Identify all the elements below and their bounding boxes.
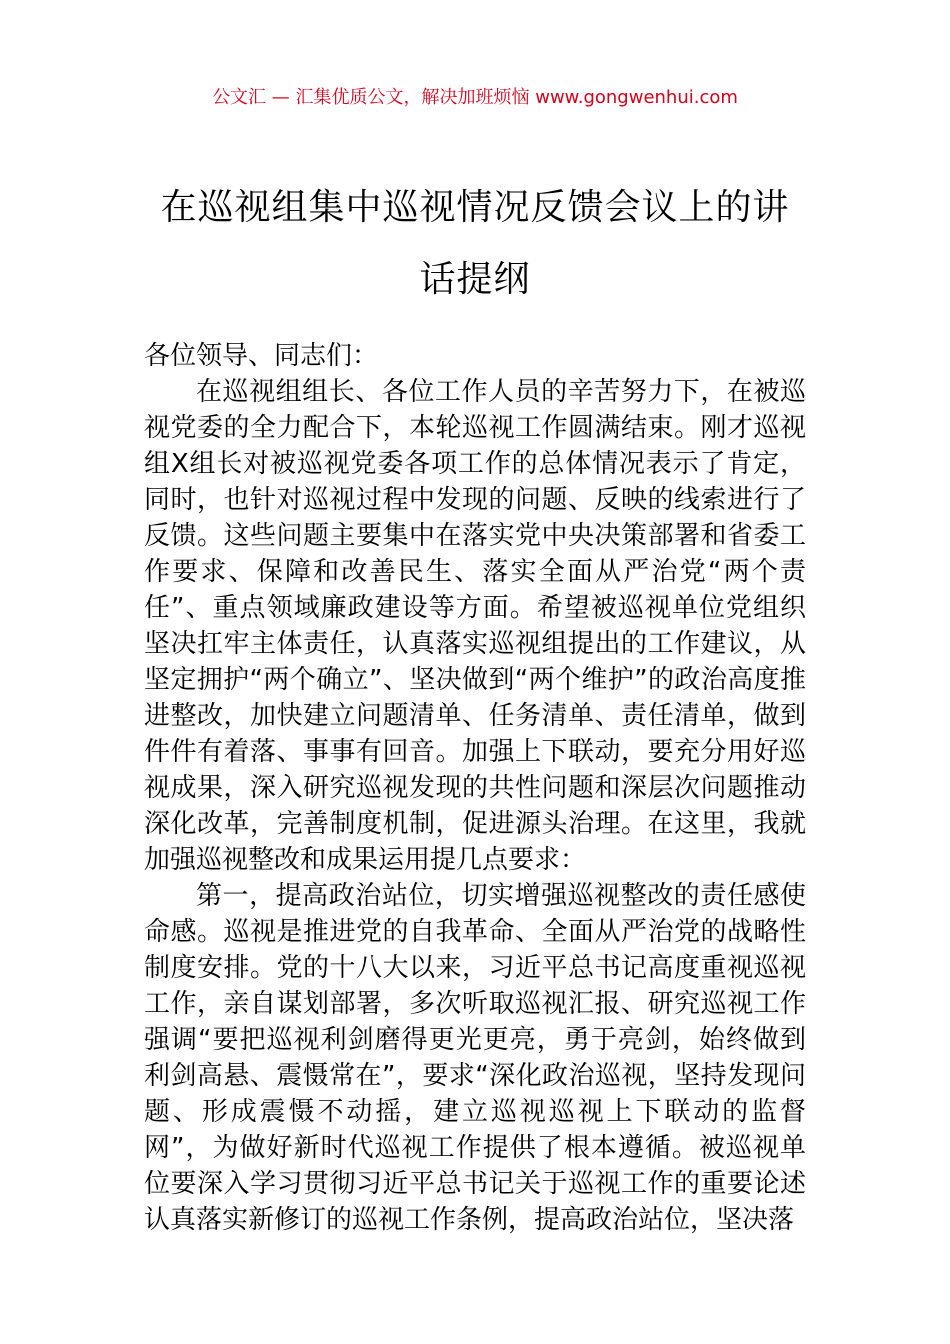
salutation: 各位领导、同志们： xyxy=(144,341,379,371)
header-banner: 公文汇 — 汇集优质公文，解决加班烦恼 www.gongwenhui.com xyxy=(212,87,738,108)
paragraph-intro: 在巡视组组长、各位工作人员的辛苦努力下，在被巡视党委的全力配合下，本轮巡视工作圆满结束。刚才巡视组X组长对被巡视党委各项工作的总体情况表示了肯定，同时，也针对巡视过程中发现的问题、反映的线索进行了反馈。这些问题主要集中在落实党中央决策部署和省委工作要求、保障和改善民生、落实全面从严治党“两个责任”、重点领域廉政建设等方面。希望被巡视单位党组织坚决扛牢主体责任，认真落实巡视组提出的工作建议，从坚定拥护“两个确立”、坚决做到“两个维护”的政治高度推进整改，加快建立问题清单、任务清单、责任清单，做到件件有着落、事事有回音。加强上下联动，要充分用好巡视成果，深入研究巡视发现的共性问题和深层次问题推动深化改革，完善制度机制，促进源头治理。在这里，我就加强巡视整改和成果运用提几点要求： xyxy=(144,377,806,875)
document-body xyxy=(144,338,806,1238)
document-title: 在巡视组集中巡视情况反馈会议上的讲话提纲 xyxy=(160,187,790,300)
paragraph-first-point: 第一，提高政治站位，切实增强巡视整改的责任感使命感。巡视是推进党的自我革命、全面从严治党的战略性制度安排。党的十八大以来，习近平总书记高度重视巡视工作，亲自谋划部署，多次听取巡视汇报、研究巡视工作强调“要把巡视利剑磨得更光更亮，勇于亮剑，始终做到利剑高悬、震慑常在”，要求“深化政治巡视，坚持发现问题、形成震慑不动摇，建立巡视巡视上下联动的监督网”，为做好新时代巡视工作提供了根本遵循。被巡视单位要深入学习贯彻习近平总书记关于巡视工作的重要论述认真落实新修订的巡视工作条例，提高政治站位，坚决落 xyxy=(144,881,806,1235)
